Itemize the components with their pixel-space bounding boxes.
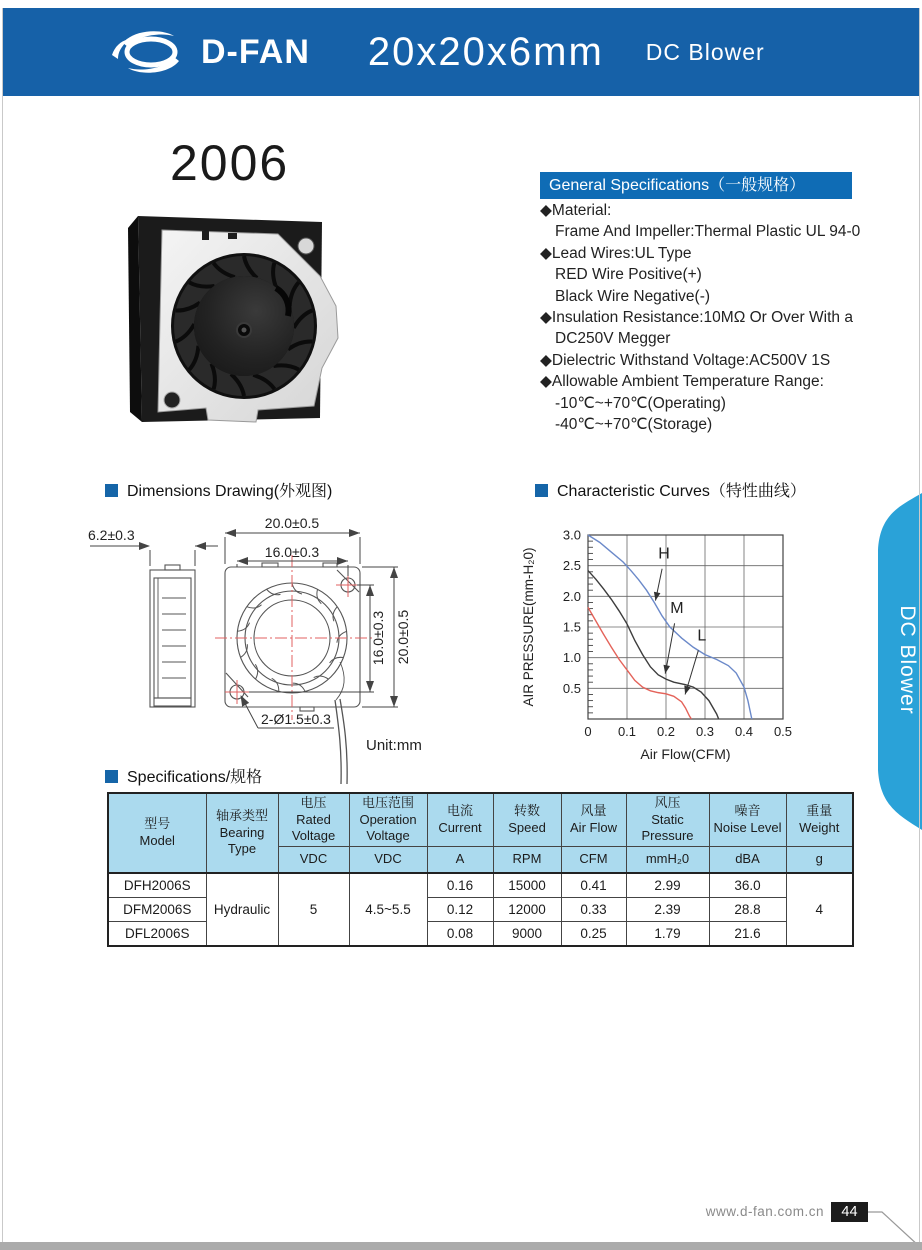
col-header-air-flow: 风量 Air Flow [561,793,626,847]
page-number-badge: 44 [831,1202,868,1222]
dimensions-drawing [78,502,510,794]
unit-mmh2o: mmH₂0 [626,847,709,874]
spec-item: RED Wire Positive(+) [555,266,702,284]
cell-pressure: 1.79 [626,922,709,947]
unit-rpm: RPM [493,847,561,874]
spec-item: Black Wire Negative(-) [555,287,711,305]
page-border-right [919,8,920,1242]
unit-vdc: VDC [278,847,349,874]
svg-text:0.2: 0.2 [656,724,676,739]
col-header-current: 电流 Current [427,793,493,847]
cell-model: DFM2006S [108,898,206,922]
col-header-rated-voltage: 电压 Rated Voltage [278,793,349,847]
side-tab-label: DC Blower [896,605,919,715]
cell-speed: 12000 [493,898,561,922]
header-banner [3,8,919,96]
spec-item: Frame And Impeller:Thermal Plastic UL 94-0 [555,223,861,241]
col-header-operation-voltage: 电压范围 Operation Voltage [349,793,427,847]
brand-name: D-FAN [201,32,310,71]
section-bullet-icon [105,484,118,497]
cell-current: 0.08 [427,922,493,947]
specifications-table [107,792,854,947]
svg-text:2.5: 2.5 [562,558,581,574]
dim-mounting-holes: 2-Ø1.5±0.3 [261,711,331,727]
cell-weight: 4 [786,873,853,946]
svg-text:L: L [697,627,707,645]
cell-pressure: 2.39 [626,898,709,922]
col-header-weight: 重量 Weight [786,793,853,847]
cell-air-flow: 0.25 [561,922,626,947]
product-type: DC Blower [645,38,765,65]
cell-bearing: Hydraulic [206,873,278,946]
size-title: 20x20x6mm [367,29,604,74]
unit-a: A [427,847,493,874]
spec-item: ◆Insulation Resistance:10MΩ Or Over With a [540,309,853,327]
dfan-logo-icon [103,28,195,76]
svg-text:0.3: 0.3 [695,724,715,739]
spec-item: ◆Allowable Ambient Temperature Range: [540,373,824,391]
spec-item: -10℃~+70℃(Operating) [555,394,726,412]
col-header-static-pressure: 风压 Static Pressure [626,793,709,847]
unit-g: g [786,847,853,874]
specifications-section-title: Specifications/规格 [105,764,262,787]
cell-noise: 21.6 [709,922,786,947]
cell-speed: 15000 [493,873,561,898]
page-border-left [2,8,3,1242]
cell-noise: 36.0 [709,873,786,898]
spec-item: ◆Dielectric Withstand Voltage:AC500V 1S [540,351,831,369]
spec-item: -40℃~+70℃(Storage) [555,416,713,434]
cell-current: 0.16 [427,873,493,898]
svg-text:0.1: 0.1 [617,724,637,739]
unit-dba: dBA [709,847,786,874]
cell-air-flow: 0.41 [561,873,626,898]
spec-item: ◆Lead Wires:UL Type [540,244,692,262]
cell-speed: 9000 [493,922,561,947]
curves-section-title: Characteristic Curves（特性曲线） [535,478,806,501]
cell-model: DFH2006S [108,873,206,898]
spec-item: ◆Material: [540,202,612,219]
col-header-speed: 转数 Speed [493,793,561,847]
svg-text:2.0: 2.0 [562,588,581,604]
svg-text:0.5: 0.5 [562,680,581,696]
svg-text:M: M [670,599,684,617]
dim-depth: 6.2±0.3 [88,527,135,543]
spec-item: DC250V Megger [555,330,671,348]
page-border-bottom [0,1242,922,1250]
svg-text:1.5: 1.5 [562,619,581,635]
product-photo [108,210,428,450]
svg-text:1.0: 1.0 [562,650,581,666]
cell-operation-voltage: 4.5~5.5 [349,873,427,946]
cell-air-flow: 0.33 [561,898,626,922]
general-specs-list [540,200,870,435]
dim-outer-height: 20.0±0.5 [395,609,411,665]
dimensions-section-title: Dimensions Drawing(外观图) [105,478,332,501]
dim-hole-pitch-height: 16.0±0.3 [370,610,386,666]
svg-text:3.0: 3.0 [562,527,581,543]
col-header-model: 型号 Model [108,793,206,873]
general-specs-title: General Specifications（一般规格） [540,172,852,199]
col-header-noise: 噪音 Noise Level [709,793,786,847]
characteristic-curves-chart [520,503,830,783]
cell-rated-voltage: 5 [278,873,349,946]
cell-noise: 28.8 [709,898,786,922]
svg-text:0.5: 0.5 [773,724,793,739]
cell-model: DFL2006S [108,922,206,947]
dim-outer-width: 20.0±0.5 [264,515,320,531]
dim-unit: Unit:mm [366,737,422,754]
cell-pressure: 2.99 [626,873,709,898]
svg-text:H: H [658,545,670,563]
model-title: 2006 [170,135,290,191]
svg-text:AIR PRESSURE(mm-H₂0): AIR PRESSURE(mm-H₂0) [521,547,536,707]
unit-cfm: CFM [561,847,626,874]
section-bullet-icon [535,484,548,497]
cell-current: 0.12 [427,898,493,922]
col-header-bearing: 轴承类型 Bearing Type [206,793,278,873]
svg-text:Air Flow(CFM): Air Flow(CFM) [640,746,731,762]
category-side-tab [862,488,922,833]
footer-website: www.d-fan.com.cn [705,1204,824,1219]
dim-hole-pitch-width: 16.0±0.3 [264,544,320,560]
svg-text:0: 0 [584,724,592,739]
unit-vdc: VDC [349,847,427,874]
table-row [108,873,853,898]
svg-text:0.4: 0.4 [734,724,754,739]
